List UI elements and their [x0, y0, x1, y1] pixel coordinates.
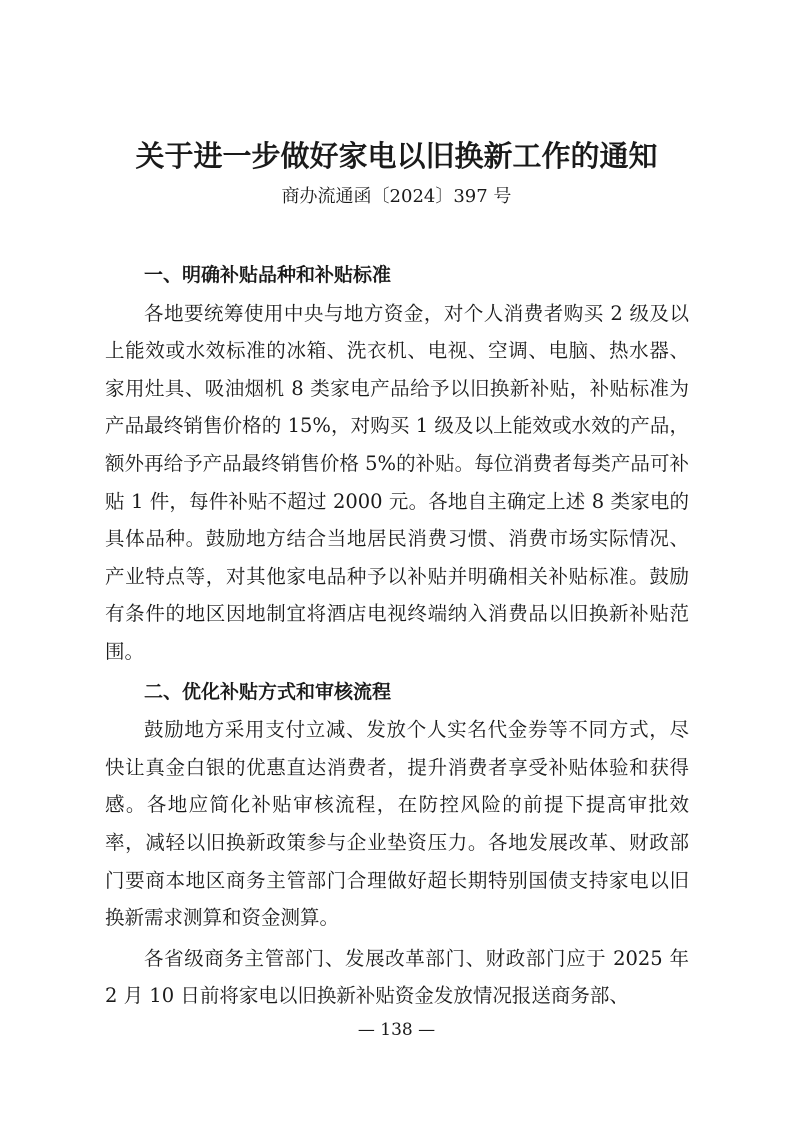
section-heading-1: 一、明确补贴品种和补贴标准: [144, 264, 392, 286]
document-title: 关于进一步做好家电以旧换新工作的通知: [135, 139, 658, 173]
section-2-paragraph-2: 各省级商务主管部门、发展改革部门、财政部门应于 2025 年 2 月 10 日前将家电以旧换新补贴资金发放情况报送商务部、: [105, 946, 689, 1008]
section-2-paragraph-1: 鼓励地方采用支付立减、发放个人实名代金券等不同方式，尽快让真金白银的优惠直达消费者，提升消费者享受补贴体验和获得感。各地应简化补贴审核流程，在防控风险的前提下提高审批效率，减轻以旧换新政策参与企业垫资压力。各地发展改革、财政部门要商本地区商务主管部门合理做好超长期特别国债支持家电以旧换新需求测算和资金测算。: [105, 718, 689, 930]
section-heading-2: 二、优化补贴方式和审核流程: [144, 680, 392, 703]
document-number: 商办流通函〔2024〕397 号: [281, 186, 512, 207]
page-number: — 138 —: [357, 1020, 436, 1040]
section-1-paragraph-1: 各地要统筹使用中央与地方资金，对个人消费者购买 2 级及以上能效或水效标准的冰箱、洗衣机、电视、空调、电脑、热水器、家用灶具、吸油烟机 8 类家电产品给予以旧换新补贴，补贴标准为产品最终销售价格的 15%，对购买 1 级及以上能效或水效的产品，额外再给予产品最终销售价格 5%的补贴。每位消费者每类产品可补贴 1 件，每件补贴不超过 2000 元。各地自主确定上述 8 类家电的具体品种。鼓励地方结合当地居民消费习惯、消费市场实际情况、产业特点等，对其他家电品种予以补贴并明确相关补贴标准。鼓励有条件的地区因地制宜将酒店电视终端纳入消费品以旧换新补贴范围。: [105, 301, 689, 663]
document-body: [105, 257, 689, 1015]
